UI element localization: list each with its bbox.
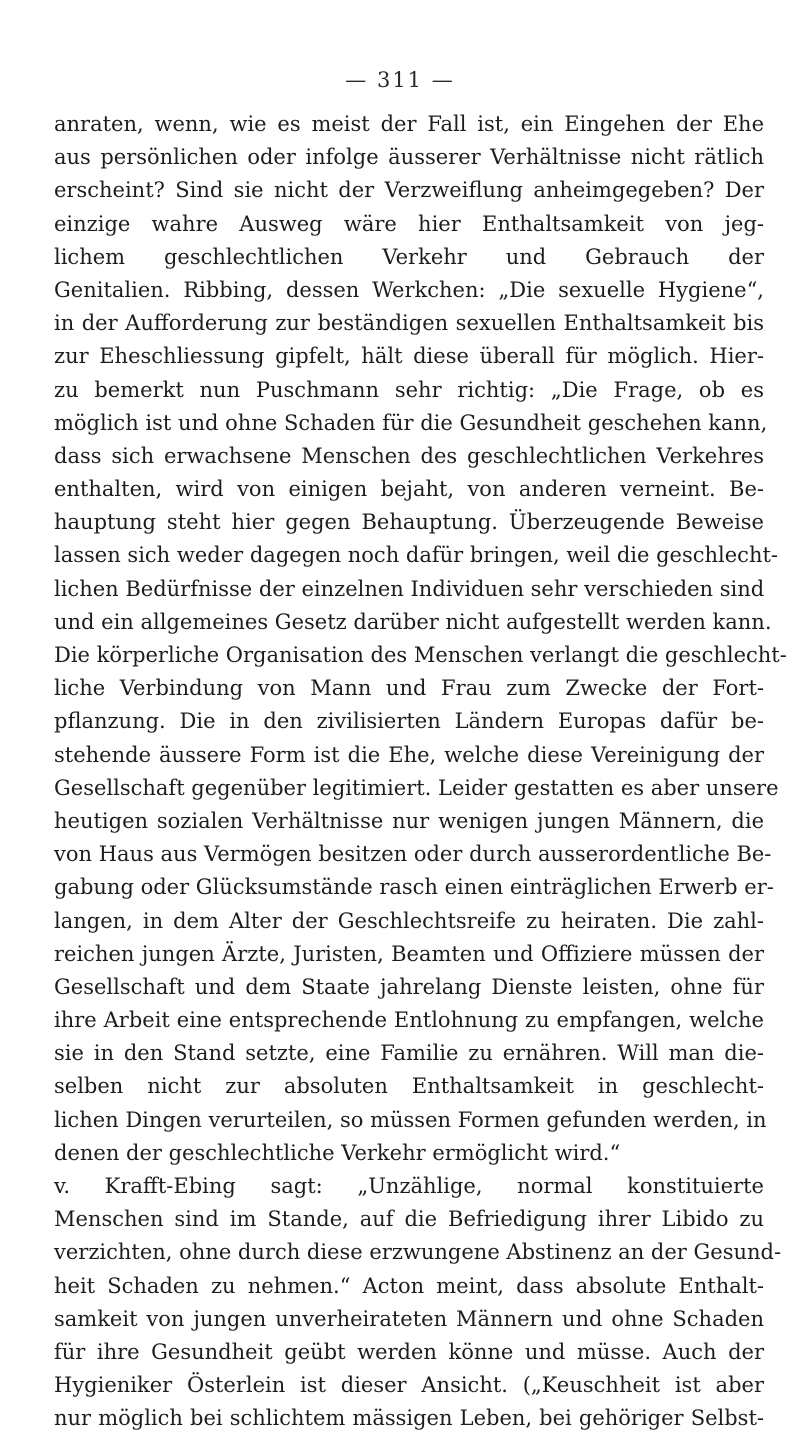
text-line: aus persönlichen oder infolge äusserer Verhältnisse nicht rätlich bbox=[54, 145, 764, 170]
text-line: samkeit von jungen unverheirateten Männern und ohne Schaden bbox=[54, 1306, 764, 1331]
text-line: langen, in dem Alter der Geschlechtsreife zu heiraten. Die zahl- bbox=[54, 908, 764, 933]
text-line: Genitalien. Ribbing, dessen Werkchen: „Die sexuelle Hygiene“, bbox=[54, 277, 764, 302]
text-line: für ihre Gesundheit geübt werden könne und müsse. Auch der bbox=[54, 1339, 764, 1364]
text-line: möglich ist und ohne Schaden für die Gesundheit geschehen kann, bbox=[54, 410, 768, 435]
text-line: Die körperliche Organisation des Menschen verlangt die geschlecht- bbox=[54, 643, 787, 667]
text-line: zur Eheschliessung gipfelt, hält diese überall für möglich. Hier- bbox=[54, 344, 764, 369]
text-line: zu bemerkt nun Puschmann sehr richtig: „Die Frage, ob es bbox=[54, 377, 764, 402]
text-line: ihre Arbeit eine entsprechende Entlohnung zu empfangen, welche bbox=[54, 1008, 764, 1033]
text-line: anraten, wenn, wie es meist der Fall ist, ein Eingehen der Ehe bbox=[54, 112, 764, 136]
text-line: Menschen sind im Stande, auf die Befriedigung ihrer Libido zu bbox=[54, 1207, 764, 1232]
page-number: — 311 — bbox=[345, 68, 455, 92]
text-line: in der Aufforderung zur beständigen sexuellen Enthaltsamkeit bis bbox=[54, 311, 764, 336]
text-line: Gesellschaft gegenüber legitimiert. Leider gestatten es aber unsere bbox=[54, 775, 779, 800]
text-line: heutigen sozialen Verhältnisse nur wenigen jungen Männern, die bbox=[54, 808, 764, 833]
text-line: denen der geschlechtliche Verkehr ermöglicht wird.“ bbox=[54, 1140, 621, 1165]
text-line: stehende äussere Form ist die Ehe, welche diese Vereinigung der bbox=[54, 742, 764, 767]
text-line: reichen jungen Ärzte, Juristen, Beamten und Offiziere müssen der bbox=[54, 941, 764, 966]
text-line: sie in den Stand setzte, eine Familie zu ernähren. Will man die- bbox=[54, 1041, 764, 1066]
text-line: pflanzung. Die in den zivilisierten Ländern Europas dafür be- bbox=[54, 709, 764, 734]
text-line: hauptung steht hier gegen Behauptung. Überzeugende Beweise bbox=[54, 510, 764, 535]
text-line: liche Verbindung von Mann und Frau zum Zwecke der Fort- bbox=[54, 676, 764, 701]
text-line: erscheint? Sind sie nicht der Verzweiflung anheimgegeben? Der bbox=[54, 178, 764, 203]
text-line: einzige wahre Ausweg wäre hier Enthaltsamkeit von jeg- bbox=[54, 211, 764, 236]
text-line: selben nicht zur absoluten Enthaltsamkeit in geschlecht- bbox=[54, 1074, 764, 1099]
text-line: gabung oder Glücksumstände rasch einen einträglichen Erwerb er- bbox=[54, 875, 774, 900]
text-line: Gesellschaft und dem Staate jahrelang Dienste leisten, ohne für bbox=[54, 974, 764, 999]
text-line: lichen Dingen verurteilen, so müssen Formen gefunden werden, in bbox=[54, 1107, 767, 1132]
text-line: und ein allgemeines Gesetz darüber nicht aufgestellt werden kann. bbox=[54, 609, 772, 634]
text-line: lichem geschlechtlichen Verkehr und Gebrauch der bbox=[54, 244, 764, 269]
text-line: lassen sich weder dagegen noch dafür bringen, weil die geschlecht- bbox=[54, 543, 779, 568]
text-line: enthalten, wird von einigen bejaht, von anderen verneint. Be- bbox=[54, 477, 764, 502]
text-line: Hygieniker Österlein ist dieser Ansicht. („Keuschheit ist aber bbox=[54, 1373, 764, 1398]
text-line: dass sich erwachsene Menschen des geschlechtlichen Verkehres bbox=[54, 443, 764, 468]
text-line: von Haus aus Vermögen besitzen oder durch ausserordentliche Be- bbox=[54, 842, 772, 867]
text-line: lichen Bedürfnisse der einzelnen Individuen sehr verschieden sind bbox=[54, 576, 765, 601]
text-line: nur möglich bei schlichtem mässigen Leben, bei gehöriger Selbst- bbox=[54, 1406, 764, 1431]
text-line: heit Schaden zu nehmen.“ Acton meint, dass absolute Enthalt- bbox=[54, 1273, 764, 1298]
body-text bbox=[54, 108, 787, 1436]
text-line: verzichten, ohne durch diese erzwungene Abstinenz an der Gesund- bbox=[54, 1240, 782, 1265]
text-line: v. Krafft-Ebing sagt: „Unzählige, normal konstituierte bbox=[54, 1174, 764, 1198]
